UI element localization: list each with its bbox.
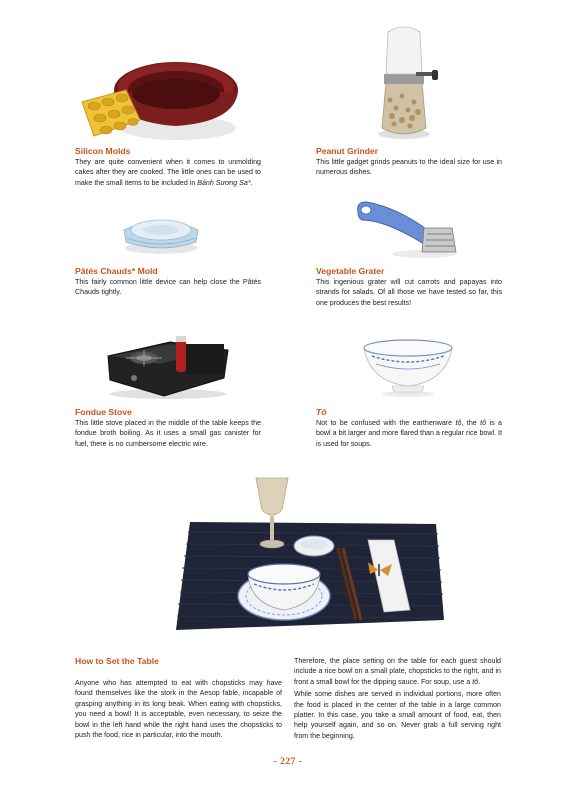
fondue-stove-photo <box>104 328 232 400</box>
to-bowl-heading: Tô <box>316 407 327 417</box>
peanut-grinder-heading: Peanut Grinder <box>316 146 379 156</box>
page-number: - 227 - <box>273 757 303 767</box>
vegetable-grater-photo <box>352 198 468 260</box>
silicon-molds-heading: Silicon Molds <box>75 146 131 156</box>
pates-mold-heading: Pâtés Chauds* Mold <box>75 266 158 276</box>
silicon-molds-photo <box>78 52 243 144</box>
set-table-heading: How to Set the Table <box>75 656 159 666</box>
to-bowl-photo <box>362 338 454 398</box>
peanut-grinder-text: This little gadget grinds peanuts to the ideal size for use in numerous dishes. <box>316 158 502 177</box>
fondue-stove-text: This little stove placed in the middle of the table keeps the fondue broth boiling. As it uses a small gas canister for fuel, there is no cumbersome electric wire. <box>75 419 261 448</box>
fondue-stove-heading: Fondue Stove <box>75 407 132 417</box>
silicon-molds-text: They are quite convenient when it comes to unmolding cakes after they are cooked. The little ones can be used to make the small items to be included in Bánh Sương Sa*. <box>75 158 261 187</box>
vegetable-grater-text: This ingenious grater will cut carrots and papayas into strands for salads. Of all those we have tested so far, this one produces the best results! <box>316 278 502 307</box>
peanut-grinder-photo <box>372 16 442 140</box>
pates-mold-photo <box>120 208 202 256</box>
set-table-col1: Anyone who has attempted to eat with chopsticks may have found themselves like the stork in the Aesop fable, incapable of grasping anything in its long beak. When eating with chopsticks, you need a bowl! It is acceptable, even necessary, to seize the bowl in the left hand while the right hand uses the chopsticks to push the food, rice in particular, into the mouth. <box>75 679 282 740</box>
set-table-col2: Therefore, the place setting on the table for each guest should include a rice bowl on a small plate, chopsticks to the right, and in front a small bowl for the dipping sauce. For soup, use a tô. While some dishes are served in individual portions, more often the food is placed in the center of the table in a large common platter. In this case, you take a small amount of food, eat, then help yourself again, and so on. Never grab a full serving right from the beginning. <box>294 657 501 740</box>
table-setting-photo <box>172 470 448 640</box>
vegetable-grater-heading: Vegetable Grater <box>316 266 385 276</box>
to-bowl-text: Not to be confused with the earthenware tộ, the tô is a bowl a bit larger and more flared than a regular rice bowl. It is used for soups. <box>316 419 503 448</box>
pates-mold-text: This fairly common little device can help close the Pâtés Chauds tightly. <box>75 278 261 297</box>
